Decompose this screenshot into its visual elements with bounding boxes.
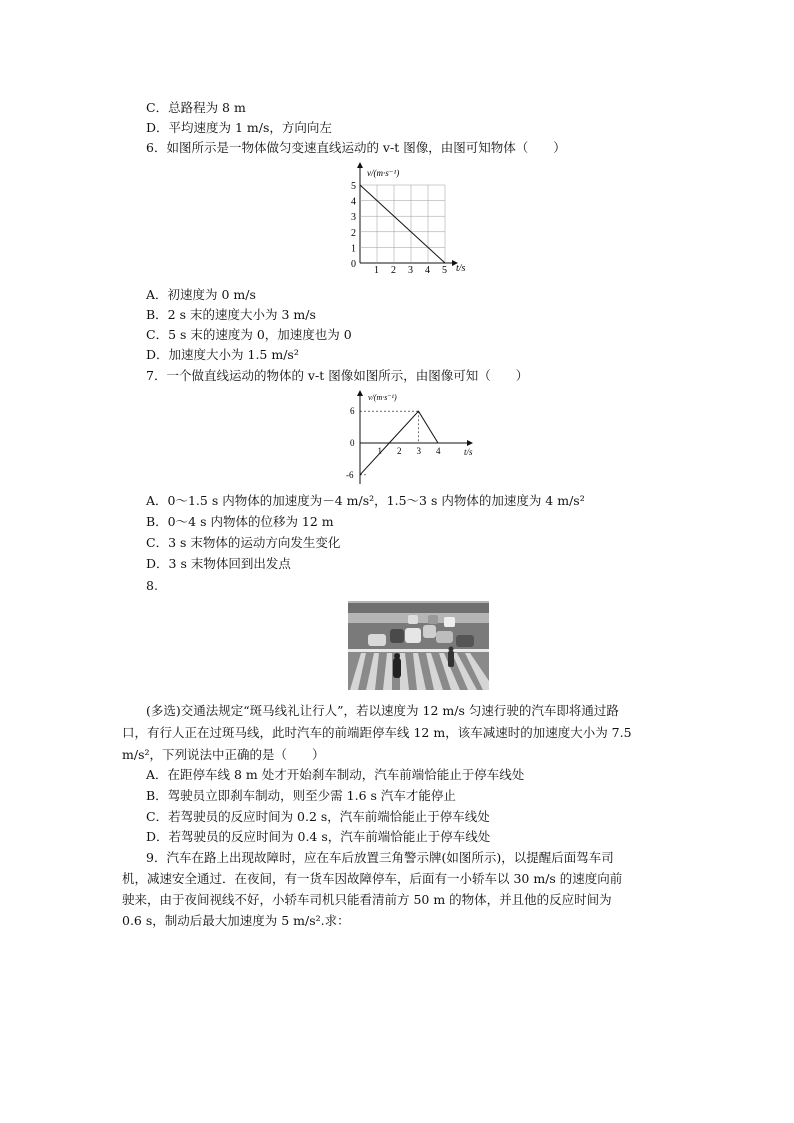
q7-x-tick: 2 — [397, 446, 402, 456]
q7-option-a: A．0～1.5 s 内物体的加速度为－4 m/s²，1.5～3 s 内物体的加速度为 4 m/s² — [146, 493, 585, 508]
q5-option-d: D．平均速度为 1 m/s，方向向左 — [146, 120, 332, 135]
q7-y-tick: -6 — [346, 469, 354, 480]
q7-y-arrow — [357, 390, 363, 396]
q6-y-arrow — [357, 162, 363, 168]
q6-x-tick: 2 — [391, 265, 396, 276]
q8-option-a: A．在距停车线 8 m 处才开始刹车制动，汽车前端恰能止于停车线处 — [146, 767, 525, 782]
q7-x-arrow — [467, 440, 473, 446]
q6-x-tick: 3 — [408, 265, 413, 276]
q8-line3: m/s²，下列说法中正确的是（ ） — [122, 747, 325, 762]
q6-option-b: B．2 s 末的速度大小为 3 m/s — [146, 307, 316, 322]
crosswalk-photo — [348, 601, 489, 690]
q6-y-tick: 0 — [351, 259, 356, 270]
q6-x-tick: 5 — [442, 265, 447, 276]
q6-vt-chart — [340, 160, 480, 280]
q7-y-tick: 6 — [350, 406, 355, 417]
q6-x-label: t/s — [456, 263, 466, 274]
q8-number: 8. — [146, 578, 158, 593]
q6-y-tick: 2 — [351, 227, 356, 239]
q5-option-c: C．总路程为 8 m — [146, 100, 246, 115]
q6-y-tick: 3 — [351, 212, 356, 224]
q7-vt-chart — [340, 388, 480, 490]
q6-y-tick: 5 — [351, 181, 356, 192]
q6-x-tick: 1 — [374, 265, 379, 276]
q7-x-tick: 1 — [377, 446, 382, 456]
q7-x-label: t/s — [464, 447, 473, 457]
q9-line4: 0.6 s，制动后最大加速度为 5 m/s².求： — [122, 913, 350, 928]
q7-y-label: v/(m·s⁻¹) — [368, 393, 397, 402]
q6-option-a: A．初速度为 0 m/s — [146, 287, 256, 302]
q7-y-tick: 0 — [350, 438, 355, 448]
q9-line3: 驶来，由于夜间视线不好，小轿车司机只能看清前方 50 m 的物体，并且他的反应时间为 — [122, 892, 612, 907]
q7-stem: 7．一个做直线运动的物体的 v-t 图像如图所示，由图像可知（ ） — [146, 368, 529, 383]
q7-option-d: D．3 s 末物体回到出发点 — [146, 556, 291, 571]
q6-stem: 6．如图所示是一物体做匀变速直线运动的 v-t 图像，由图可知物体（ ） — [146, 140, 566, 155]
q6-x-tick: 4 — [425, 265, 430, 276]
q8-option-d: D．若驾驶员的反应时间为 0.4 s，汽车前端恰能止于停车线处 — [146, 829, 491, 844]
q8-option-c: C．若驾驶员的反应时间为 0.2 s，汽车前端恰能止于停车线处 — [146, 809, 490, 824]
q9-line2: 机，减速安全通过．在夜间，有一货车因故障停车，后面有一小轿车以 30 m/s 的速度向前 — [122, 871, 623, 886]
q9-line1: 9．汽车在路上出现故障时，应在车后放置三角警示牌(如图所示)，以提醒后面驾车司 — [146, 850, 614, 865]
q7-option-c: C．3 s 末物体的运动方向发生变化 — [146, 535, 341, 550]
q7-x-tick: 3 — [416, 446, 421, 456]
q8-line1: (多选)交通法规定“斑马线礼让行人”，若以速度为 12 m/s 匀速行驶的汽车即将通过路 — [146, 703, 619, 718]
q7-x-tick: 4 — [436, 446, 441, 456]
q6-y-tick: 1 — [351, 243, 356, 255]
q6-series-line — [360, 185, 445, 263]
q8-option-b: B．驾驶员立即刹车制动，则至少需 1.6 s 汽车才能停止 — [146, 788, 456, 803]
q6-y-label: v/(m·s⁻¹) — [367, 168, 400, 178]
q7-option-b: B．0～4 s 内物体的位移为 12 m — [146, 514, 334, 529]
q8-line2: 口，有行人正在过斑马线，此时汽车的前端距停车线 12 m，该车减速时的加速度大小为 7.5 — [122, 725, 632, 740]
q6-option-d: D．加速度大小为 1.5 m/s² — [146, 347, 299, 362]
q6-y-tick: 4 — [351, 196, 356, 208]
q6-option-c: C．5 s 末的速度为 0，加速度也为 0 — [146, 327, 352, 342]
